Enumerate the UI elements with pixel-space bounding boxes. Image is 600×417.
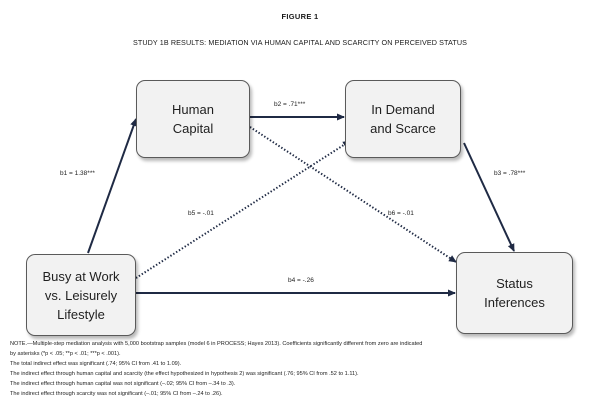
note-line-5: The indirect effect through human capital was not significant (–.02; 95% CI from –.34 to .3).	[10, 381, 236, 387]
note-line-1: NOTE.—Multiple-step mediation analysis with 5,000 bootstrap samples (model 6 in PROCESS; Hayes 2013). Coefficients significantly different from zero are indicated	[10, 341, 423, 347]
node-status-inferences-label: Status Inferences	[484, 276, 545, 310]
note-line-6: The indirect effect through scarcity was not significant (–.01; 95% CI from –.24 to .26).	[10, 391, 223, 397]
note-line-3: The total indirect effect was significant (.74; 95% CI from .41 to 1.09).	[10, 361, 182, 367]
coef-b4: b4 = -.26	[288, 277, 314, 284]
node-in-demand-scarce-label: In Demand and Scarce	[370, 102, 436, 136]
coef-b2: b2 = .71***	[274, 101, 306, 108]
node-human-capital	[136, 80, 250, 158]
note-line-4: The indirect effect through human capital and scarcity (the effect hypothesized in hypothesis 2) was significant (.76; 95% CI from .52 to 1.11).	[10, 371, 359, 377]
figure-title: FIGURE 1	[281, 12, 319, 21]
coef-b5: b5 = -.01	[188, 210, 214, 217]
note-line-2: by asterisks (*p < .05; **p < .01; ***p < .001).	[10, 351, 121, 357]
path-b5-arrow	[136, 141, 350, 278]
path-b3-arrow	[464, 143, 514, 251]
node-status-inferences	[456, 252, 573, 334]
figure-subtitle: STUDY 1B RESULTS: MEDIATION VIA HUMAN CAPITAL AND SCARCITY ON PERCEIVED STATUS	[132, 38, 468, 47]
node-in-demand-scarce	[345, 80, 461, 158]
node-busy-lifestyle	[26, 254, 136, 336]
coef-b1: b1 = 1.38***	[60, 170, 95, 177]
node-human-capital-label: Human Capital	[172, 102, 214, 136]
node-busy-lifestyle-label: Busy at Work vs. Leisurely Lifestyle	[42, 268, 120, 322]
coef-b3: b3 = .78***	[494, 170, 526, 177]
coef-b6: b6 = -.01	[388, 210, 414, 217]
path-b1-arrow	[88, 119, 136, 253]
